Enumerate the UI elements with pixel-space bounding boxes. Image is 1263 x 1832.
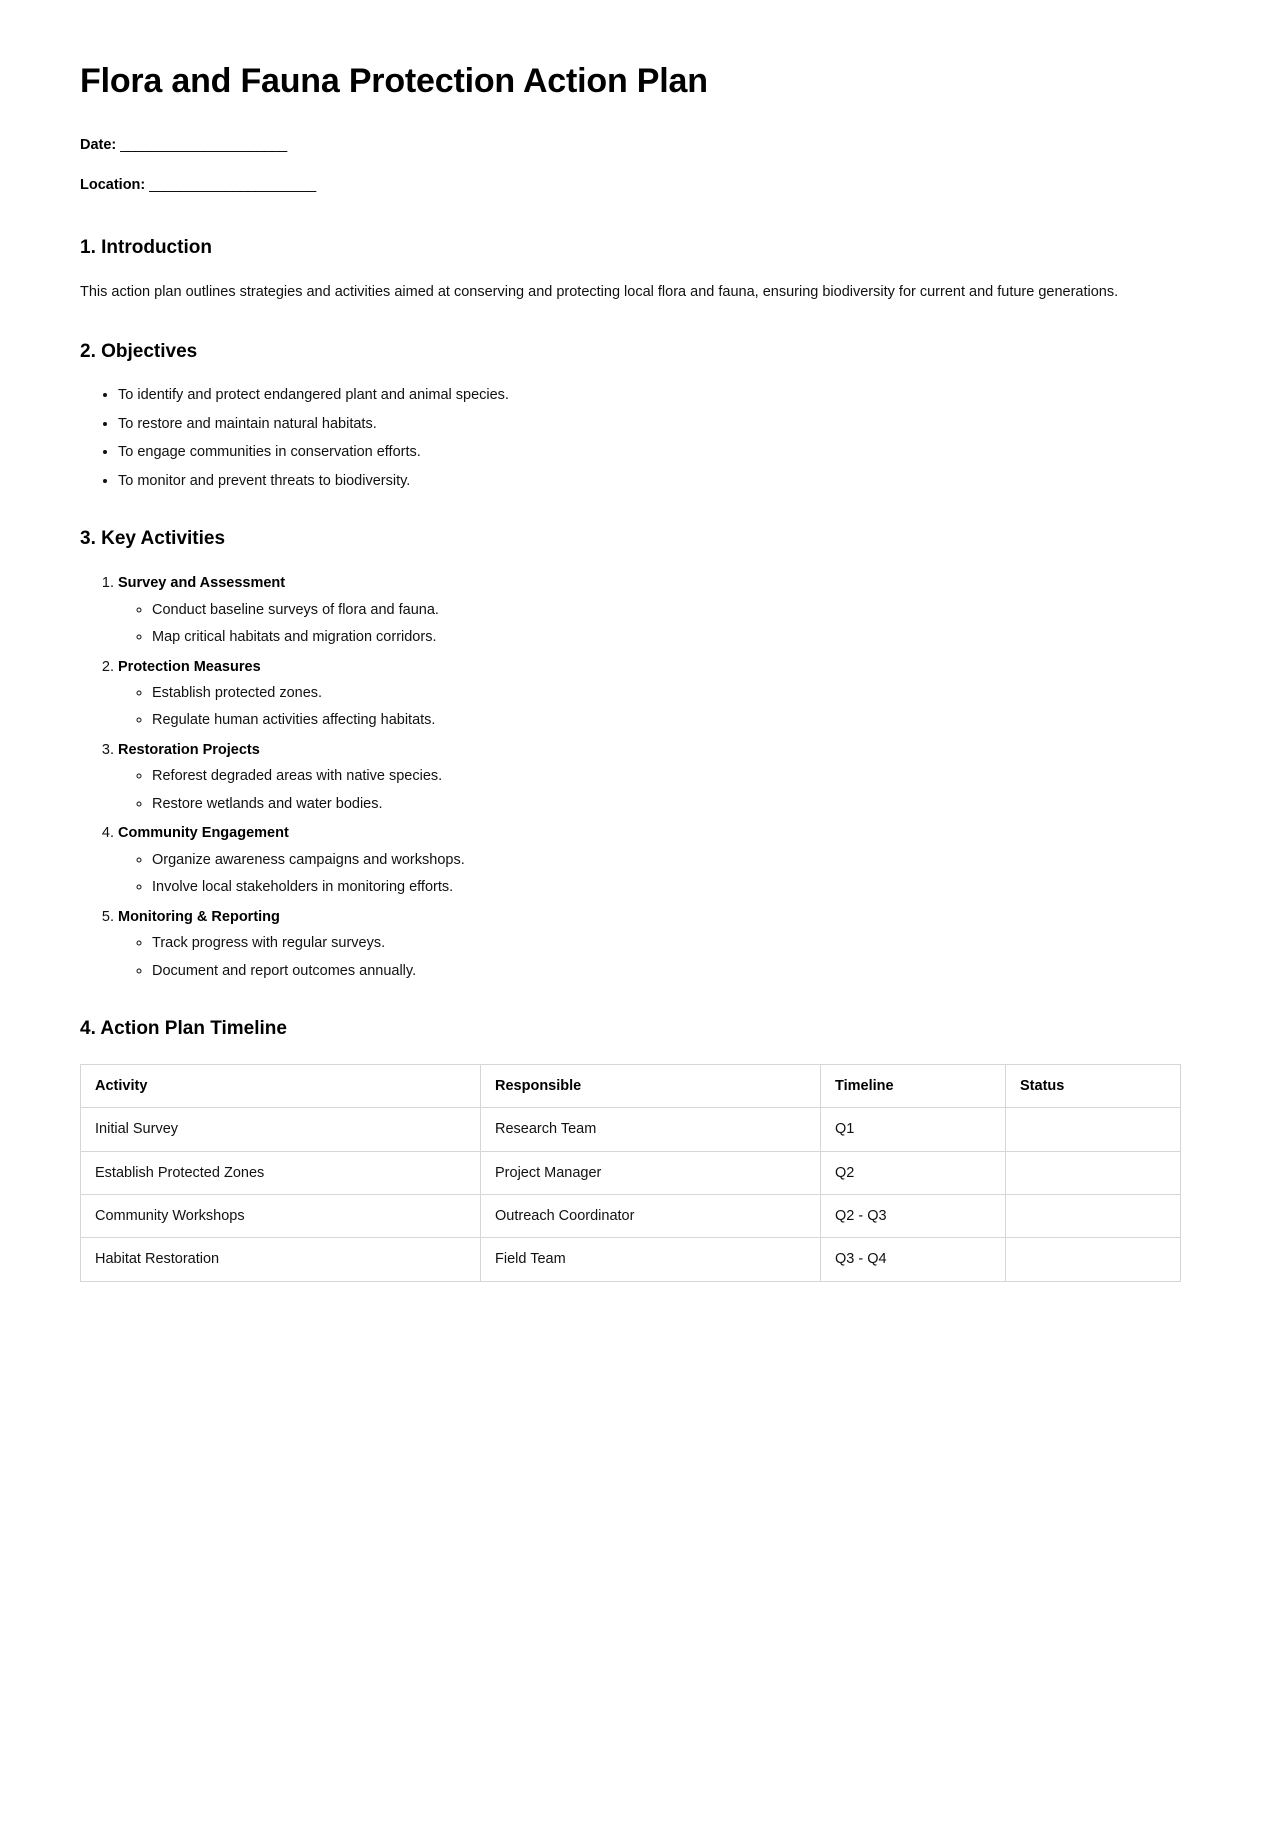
cell-status[interactable] — [1006, 1151, 1181, 1194]
cell-timeline: Q3 - Q4 — [821, 1238, 1006, 1281]
date-field-row — [80, 135, 1183, 155]
activity-name: Survey and Assessment — [118, 575, 286, 592]
list-item — [118, 572, 1183, 649]
table-row — [81, 1151, 1181, 1194]
section-heading-objectives: 2. Objectives — [80, 340, 198, 362]
column-header-timeline: Timeline — [821, 1065, 1006, 1108]
list-item: ◦ Regulate human activities affecting habitats. — [152, 709, 1183, 732]
list-item: ◦ Restore wetlands and water bodies. — [152, 793, 1183, 816]
list-item: ◦ Reforest degraded areas with native species. — [152, 765, 1183, 788]
list-item: ◦ Map critical habitats and migration corridors. — [152, 626, 1183, 649]
cell-timeline: Q1 — [821, 1108, 1006, 1151]
section-heading-action-plan-timeline: 4. Action Plan Timeline — [80, 1018, 287, 1040]
column-header-activity: Activity — [81, 1065, 481, 1108]
activity-sub-list — [118, 932, 1183, 983]
cell-status[interactable] — [1006, 1194, 1181, 1237]
section-heading-key-activities: 3. Key Activities — [80, 528, 226, 550]
table-row — [81, 1238, 1181, 1281]
cell-timeline: Q2 - Q3 — [821, 1194, 1006, 1237]
column-header-status: Status — [1006, 1065, 1181, 1108]
list-item — [118, 739, 1183, 816]
activity-name: Restoration Projects — [118, 741, 260, 758]
activity-name: Monitoring & Reporting — [118, 908, 280, 925]
activity-sub-list — [118, 765, 1183, 816]
cell-responsible: Field Team — [481, 1238, 821, 1281]
list-item: • To restore and maintain natural habitats. — [118, 413, 1183, 436]
activity-name: Protection Measures — [118, 658, 261, 675]
location-field-label: Location: — [80, 177, 146, 194]
location-field-row — [80, 175, 1183, 195]
activity-sub-list — [118, 849, 1183, 900]
list-item: • To identify and protect endangered plant and animal species. — [118, 384, 1183, 407]
list-item: • To engage communities in conservation efforts. — [118, 441, 1183, 464]
cell-activity: Initial Survey — [81, 1108, 481, 1151]
table-body — [81, 1108, 1181, 1281]
date-field-label: Date: — [80, 137, 117, 154]
list-item: ◦ Organize awareness campaigns and workshops. — [152, 849, 1183, 872]
activity-sub-list — [118, 682, 1183, 733]
list-item — [118, 656, 1183, 733]
action-plan-timeline-table — [80, 1064, 1181, 1281]
key-activities-list — [80, 572, 1183, 983]
page-title: Flora and Fauna Protection Action Plan — [80, 62, 708, 100]
list-item: ◦ Establish protected zones. — [152, 682, 1183, 705]
date-field-blank[interactable]: ______________________ — [120, 137, 287, 154]
table-row — [81, 1108, 1181, 1151]
activity-name: Community Engagement — [118, 825, 289, 842]
list-item: ◦ Track progress with regular surveys. — [152, 932, 1183, 955]
list-item: • To monitor and prevent threats to biodiversity. — [118, 470, 1183, 493]
activity-sub-list — [118, 599, 1183, 650]
section-heading-introduction: 1. Introduction — [80, 236, 212, 258]
column-header-responsible: Responsible — [481, 1065, 821, 1108]
cell-responsible: Outreach Coordinator — [481, 1194, 821, 1237]
cell-activity: Habitat Restoration — [81, 1238, 481, 1281]
location-field-blank[interactable]: ______________________ — [149, 177, 316, 194]
table-header-row — [81, 1065, 1181, 1108]
introduction-paragraph: This action plan outlines strategies and activities aimed at conserving and protecting local flora and fauna, ensuring biodiversity for current and future generations. — [80, 284, 1119, 301]
cell-activity: Community Workshops — [81, 1194, 481, 1237]
cell-status[interactable] — [1006, 1108, 1181, 1151]
cell-responsible: Research Team — [481, 1108, 821, 1151]
cell-status[interactable] — [1006, 1238, 1181, 1281]
cell-timeline: Q2 — [821, 1151, 1006, 1194]
list-item — [118, 906, 1183, 983]
list-item — [118, 822, 1183, 899]
table-row — [81, 1194, 1181, 1237]
list-item: ◦ Document and report outcomes annually. — [152, 960, 1183, 983]
objectives-list — [80, 384, 1183, 493]
cell-activity: Establish Protected Zones — [81, 1151, 481, 1194]
list-item: ◦ Involve local stakeholders in monitoring efforts. — [152, 876, 1183, 899]
list-item: ◦ Conduct baseline surveys of flora and fauna. — [152, 599, 1183, 622]
cell-responsible: Project Manager — [481, 1151, 821, 1194]
table-header — [81, 1065, 1181, 1108]
